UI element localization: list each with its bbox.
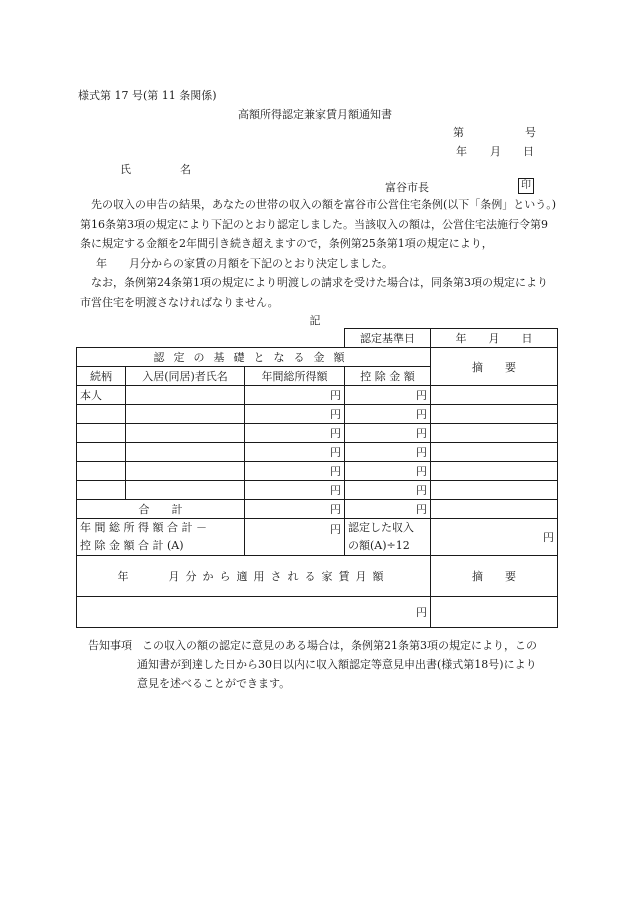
income-yen: 円 xyxy=(245,443,345,462)
total-label: 合 計 xyxy=(77,500,245,519)
issuer-name: 富谷市長 xyxy=(385,181,429,194)
certified-label-line1: 認定した収入 xyxy=(348,521,414,534)
notice-section xyxy=(88,636,560,693)
name-label-1: 氏 xyxy=(120,163,131,176)
income-yen: 円 xyxy=(245,481,345,500)
name-label-2: 名 xyxy=(180,163,191,176)
relation-cell xyxy=(77,405,126,424)
date-day: 日 xyxy=(523,145,534,158)
col-income: 年間総所得額 xyxy=(245,367,345,386)
income-yen: 円 xyxy=(245,386,345,405)
date-month: 月 xyxy=(490,145,501,158)
remarks-cell xyxy=(431,500,558,519)
calc-label-line2: 控 除 金 額 合 計 (A) xyxy=(80,539,184,552)
rent-remarks-cell xyxy=(431,597,558,628)
deduction-yen: 円 xyxy=(345,443,431,462)
deduction-yen: 円 xyxy=(345,386,431,405)
certified-yen: 円 xyxy=(431,519,558,556)
calc-label xyxy=(77,519,245,556)
name-cell xyxy=(126,405,245,424)
deduction-yen: 円 xyxy=(345,462,431,481)
name-cell xyxy=(126,481,245,500)
rent-remarks-header: 摘 要 xyxy=(431,556,558,597)
name-cell xyxy=(126,424,245,443)
relation-cell xyxy=(77,424,126,443)
income-yen: 円 xyxy=(245,424,345,443)
relation-cell xyxy=(77,481,126,500)
name-cell xyxy=(126,386,245,405)
income-yen: 円 xyxy=(245,405,345,424)
remarks-cell xyxy=(431,481,558,500)
doc-number-suffix: 号 xyxy=(525,126,536,139)
basis-header: 認定の基礎となる金額 xyxy=(77,348,431,367)
notice-line-3: 意見を述べることができます。 xyxy=(137,677,291,690)
notice-line-1: この収入の額の認定に意見のある場合は，条例第21条第3項の規定により，この xyxy=(142,639,537,652)
doc-number-prefix: 第 xyxy=(453,126,464,139)
col-name: 入居(同居)者氏名 xyxy=(126,367,245,386)
date-year: 年 xyxy=(456,145,467,158)
remarks-cell xyxy=(431,405,558,424)
remarks-cell xyxy=(431,424,558,443)
certified-label xyxy=(345,519,431,556)
base-date-label: 認定基準日 xyxy=(345,329,431,348)
deduction-yen: 円 xyxy=(345,481,431,500)
seal-mark: 印 xyxy=(518,178,534,194)
deduction-yen: 円 xyxy=(345,424,431,443)
remarks-header: 摘 要 xyxy=(431,348,558,386)
name-cell xyxy=(126,462,245,481)
relation-cell xyxy=(77,462,126,481)
form-number: 様式第 17 号(第 11 条関係) xyxy=(78,89,217,102)
body-paragraph-1: 先の収入の申告の結果，あなたの世帯の収入の額を富谷市公営住宅条例(以下「条例」という。)第16条第3項の規定により下記のとおり認定しました。当該収入の額は，公営住宅法施行令第9条に規定する金額を2年間引き続き超えますので，条例第25条第1項の規定により， xyxy=(80,198,557,250)
certified-label-line2: の額(A)÷12 xyxy=(348,539,410,552)
relation-cell xyxy=(77,443,126,462)
notice-label: 告知事項 xyxy=(88,639,132,652)
rent-yen: 円 xyxy=(77,597,431,628)
name-cell xyxy=(126,443,245,462)
body-paragraph-3: なお，条例第24条第1項の規定により明渡しの請求を受けた場合は，同条第3項の規定により市営住宅を明渡さなければなりません。 xyxy=(80,276,548,309)
ki-heading: 記 xyxy=(309,314,321,327)
total-income-yen: 円 xyxy=(245,500,345,519)
col-deduction: 控 除 金 額 xyxy=(345,367,431,386)
deduction-yen: 円 xyxy=(345,405,431,424)
relation-cell: 本人 xyxy=(77,386,126,405)
rent-header: 年 月分から適用される家賃月額 xyxy=(77,556,431,597)
base-date-value: 年 月 日 xyxy=(431,329,558,348)
income-yen: 円 xyxy=(245,462,345,481)
document-title: 高額所得認定兼家賃月額通知書 xyxy=(238,108,392,121)
calc-yen: 円 xyxy=(245,519,345,556)
total-deduction-yen: 円 xyxy=(345,500,431,519)
remarks-cell xyxy=(431,386,558,405)
body-paragraph-2: 年 月分からの家賃の月額を下記のとおり決定しました。 xyxy=(96,257,393,270)
notice-line-2: 通知書が到達した日から30日以内に収入額認定等意見申出書(様式第18号)により xyxy=(137,658,537,671)
income-table xyxy=(76,328,558,628)
calc-label-line1: 年 間 総 所 得 額 合 計 － xyxy=(80,521,207,534)
remarks-cell xyxy=(431,462,558,481)
col-relation: 続柄 xyxy=(77,367,126,386)
remarks-cell xyxy=(431,443,558,462)
